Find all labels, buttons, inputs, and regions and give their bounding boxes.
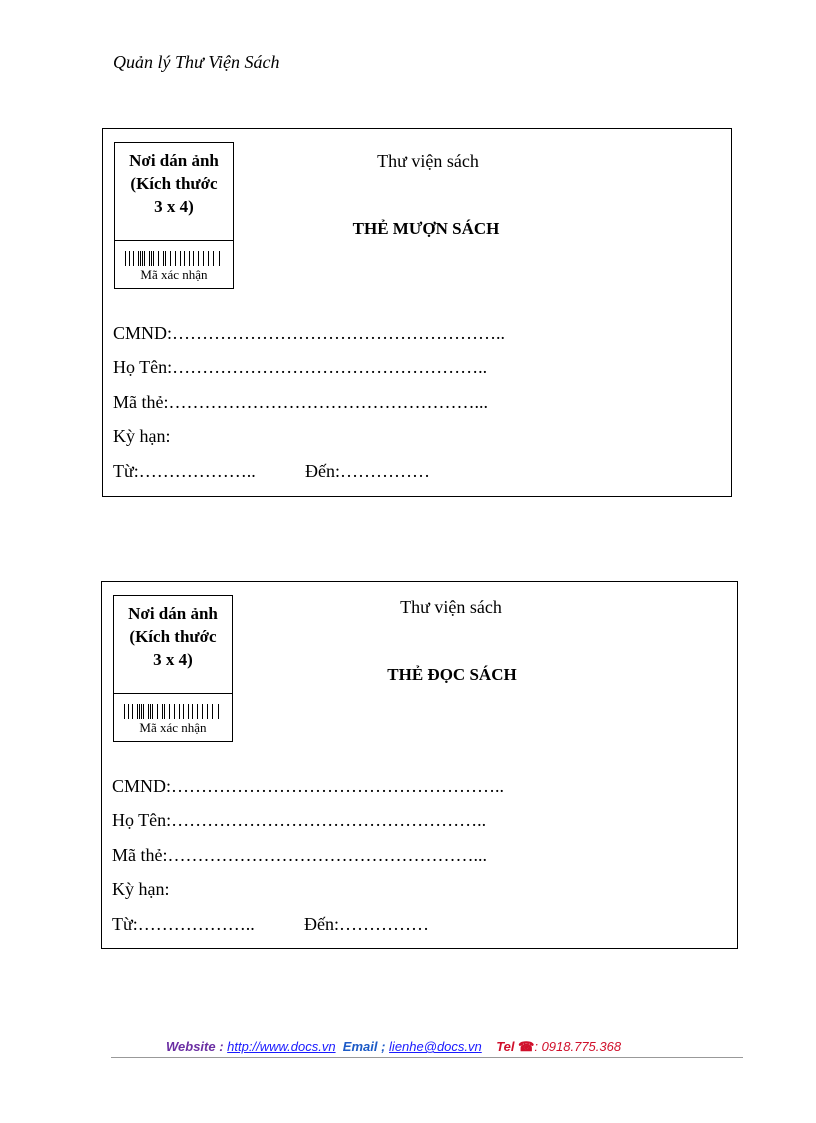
reading-card bbox=[101, 581, 738, 949]
to-date-field: Đến:…………… bbox=[304, 914, 429, 934]
website-link[interactable]: http://www.docs.vn bbox=[227, 1039, 336, 1054]
footer-divider bbox=[111, 1057, 743, 1058]
library-name: Thư viện sách bbox=[377, 151, 479, 171]
photo-label: Nơi dán ảnh (Kích thước 3 x 4) bbox=[129, 151, 219, 216]
card-number-field: Mã thẻ:……………………………………………... bbox=[113, 392, 488, 412]
to-date-field: Đến:…………… bbox=[305, 461, 430, 481]
name-field: Họ Tên:…………………………………………….. bbox=[112, 810, 487, 830]
library-name: Thư viện sách bbox=[400, 597, 502, 617]
photo-label: Nơi dán ảnh (Kích thước 3 x 4) bbox=[128, 604, 218, 669]
tel-number: : 0918.775.368 bbox=[534, 1039, 622, 1054]
email-link[interactable]: lienhe@docs.vn bbox=[389, 1039, 482, 1054]
divider bbox=[115, 240, 233, 241]
photo-placeholder bbox=[113, 595, 233, 742]
website-label: Website bbox=[166, 1039, 216, 1054]
tel-label: Tel bbox=[496, 1039, 515, 1054]
barcode-icon bbox=[124, 704, 222, 721]
term-field: Kỳ hạn: bbox=[113, 426, 171, 446]
barcode-icon bbox=[125, 251, 223, 268]
verification-code-label: Mã xác nhận bbox=[139, 720, 207, 735]
from-date-field: Từ:……………….. bbox=[113, 461, 256, 481]
separator: : bbox=[215, 1039, 228, 1054]
verification-code-label: Mã xác nhận bbox=[140, 267, 208, 282]
card-title: THẺ MƯỢN SÁCH bbox=[352, 219, 500, 238]
term-field: Kỳ hạn: bbox=[112, 879, 170, 899]
from-date-field: Từ:……………….. bbox=[112, 914, 255, 934]
divider bbox=[114, 693, 232, 694]
id-field: CMND:……………………………………………….. bbox=[113, 323, 506, 343]
email-label: Email bbox=[342, 1039, 378, 1054]
photo-placeholder bbox=[114, 142, 234, 289]
borrow-card bbox=[102, 128, 732, 497]
separator: ; bbox=[377, 1039, 390, 1054]
card-title: THẺ ĐỌC SÁCH bbox=[387, 665, 517, 684]
id-field: CMND:……………………………………………….. bbox=[112, 776, 505, 796]
card-number-field: Mã thẻ:……………………………………………... bbox=[112, 845, 487, 865]
phone-icon: ☎ bbox=[518, 1039, 535, 1054]
page-header-title: Quản lý Thư Viện Sách bbox=[113, 52, 280, 72]
name-field: Họ Tên:…………………………………………….. bbox=[113, 357, 488, 377]
